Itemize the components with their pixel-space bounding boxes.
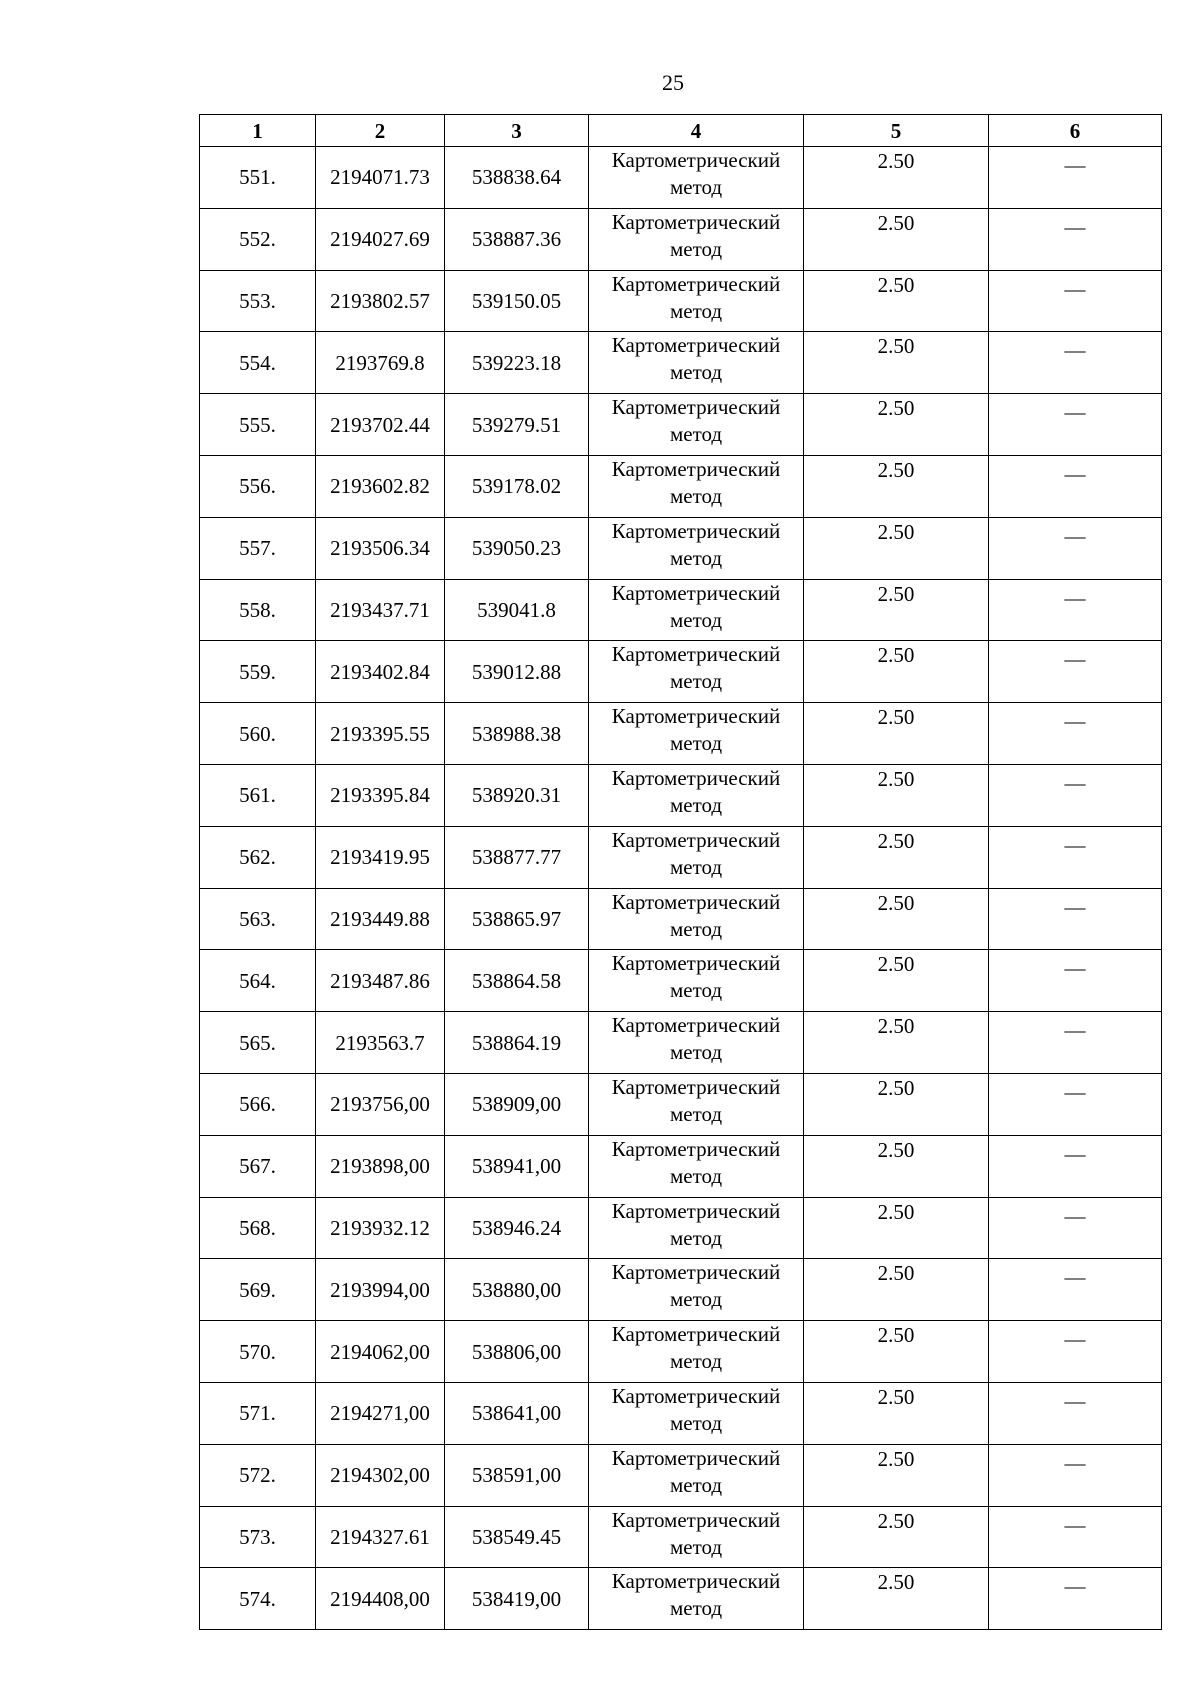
method-cell: Картометрический метод <box>589 1259 804 1321</box>
point-number-cell: 573. <box>200 1506 316 1568</box>
y-coordinate-cell: 538887.36 <box>445 208 589 270</box>
note-cell: — <box>989 1135 1162 1197</box>
table-row <box>200 394 1162 456</box>
method-cell: Картометрический метод <box>589 1321 804 1383</box>
x-coordinate-cell: 2194408,00 <box>316 1568 445 1630</box>
note-cell: — <box>989 703 1162 765</box>
method-cell: Картометрический метод <box>589 703 804 765</box>
table-row <box>200 1012 1162 1074</box>
table-row <box>200 579 1162 641</box>
accuracy-cell: 2.50 <box>804 1012 989 1074</box>
note-cell: — <box>989 1197 1162 1259</box>
x-coordinate-cell: 2193994,00 <box>316 1259 445 1321</box>
y-coordinate-cell: 539178.02 <box>445 455 589 517</box>
column-header: 6 <box>989 115 1162 147</box>
x-coordinate-cell: 2194062,00 <box>316 1321 445 1383</box>
y-coordinate-cell: 538865.97 <box>445 888 589 950</box>
table-row <box>200 950 1162 1012</box>
table-row <box>200 1073 1162 1135</box>
table-row <box>200 1135 1162 1197</box>
point-number-cell: 569. <box>200 1259 316 1321</box>
x-coordinate-cell: 2193563.7 <box>316 1012 445 1074</box>
x-coordinate-cell: 2193449.88 <box>316 888 445 950</box>
column-header: 1 <box>200 115 316 147</box>
x-coordinate-cell: 2194271,00 <box>316 1382 445 1444</box>
method-cell: Картометрический метод <box>589 579 804 641</box>
y-coordinate-cell: 539050.23 <box>445 517 589 579</box>
point-number-cell: 552. <box>200 208 316 270</box>
accuracy-cell: 2.50 <box>804 703 989 765</box>
table-row <box>200 1506 1162 1568</box>
table-row <box>200 888 1162 950</box>
method-cell: Картометрический метод <box>589 1568 804 1630</box>
method-cell: Картометрический метод <box>589 1135 804 1197</box>
y-coordinate-cell: 538920.31 <box>445 764 589 826</box>
point-number-cell: 553. <box>200 270 316 332</box>
note-cell: — <box>989 1506 1162 1568</box>
point-number-cell: 563. <box>200 888 316 950</box>
note-cell: — <box>989 764 1162 826</box>
note-cell: — <box>989 1259 1162 1321</box>
y-coordinate-cell: 538641,00 <box>445 1382 589 1444</box>
note-cell: — <box>989 826 1162 888</box>
y-coordinate-cell: 538941,00 <box>445 1135 589 1197</box>
table-row <box>200 826 1162 888</box>
point-number-cell: 556. <box>200 455 316 517</box>
method-cell: Картометрический метод <box>589 394 804 456</box>
y-coordinate-cell: 538909,00 <box>445 1073 589 1135</box>
accuracy-cell: 2.50 <box>804 950 989 1012</box>
y-coordinate-cell: 538806,00 <box>445 1321 589 1383</box>
method-cell: Картометрический метод <box>589 455 804 517</box>
note-cell: — <box>989 517 1162 579</box>
y-coordinate-cell: 538877.77 <box>445 826 589 888</box>
accuracy-cell: 2.50 <box>804 517 989 579</box>
accuracy-cell: 2.50 <box>804 1073 989 1135</box>
x-coordinate-cell: 2194027.69 <box>316 208 445 270</box>
accuracy-cell: 2.50 <box>804 826 989 888</box>
method-cell: Картометрический метод <box>589 641 804 703</box>
note-cell: — <box>989 641 1162 703</box>
method-cell: Картометрический метод <box>589 270 804 332</box>
accuracy-cell: 2.50 <box>804 1321 989 1383</box>
table-row <box>200 332 1162 394</box>
method-cell: Картометрический метод <box>589 826 804 888</box>
y-coordinate-cell: 539150.05 <box>445 270 589 332</box>
point-number-cell: 574. <box>200 1568 316 1630</box>
point-number-cell: 568. <box>200 1197 316 1259</box>
accuracy-cell: 2.50 <box>804 208 989 270</box>
y-coordinate-cell: 539279.51 <box>445 394 589 456</box>
note-cell: — <box>989 950 1162 1012</box>
note-cell: — <box>989 147 1162 209</box>
note-cell: — <box>989 1012 1162 1074</box>
point-number-cell: 554. <box>200 332 316 394</box>
method-cell: Картометрический метод <box>589 147 804 209</box>
y-coordinate-cell: 538419,00 <box>445 1568 589 1630</box>
accuracy-cell: 2.50 <box>804 394 989 456</box>
column-header: 5 <box>804 115 989 147</box>
note-cell: — <box>989 579 1162 641</box>
table-row <box>200 703 1162 765</box>
note-cell: — <box>989 1568 1162 1630</box>
x-coordinate-cell: 2193802.57 <box>316 270 445 332</box>
method-cell: Картометрический метод <box>589 1382 804 1444</box>
x-coordinate-cell: 2193487.86 <box>316 950 445 1012</box>
accuracy-cell: 2.50 <box>804 455 989 517</box>
y-coordinate-cell: 538864.19 <box>445 1012 589 1074</box>
x-coordinate-cell: 2193932.12 <box>316 1197 445 1259</box>
x-coordinate-cell: 2193702.44 <box>316 394 445 456</box>
accuracy-cell: 2.50 <box>804 147 989 209</box>
table-row <box>200 1444 1162 1506</box>
point-number-cell: 558. <box>200 579 316 641</box>
y-coordinate-cell: 538864.58 <box>445 950 589 1012</box>
column-header: 2 <box>316 115 445 147</box>
note-cell: — <box>989 1321 1162 1383</box>
point-number-cell: 571. <box>200 1382 316 1444</box>
point-number-cell: 551. <box>200 147 316 209</box>
x-coordinate-cell: 2194071.73 <box>316 147 445 209</box>
accuracy-cell: 2.50 <box>804 1135 989 1197</box>
accuracy-cell: 2.50 <box>804 270 989 332</box>
y-coordinate-cell: 538549.45 <box>445 1506 589 1568</box>
accuracy-cell: 2.50 <box>804 1382 989 1444</box>
method-cell: Картометрический метод <box>589 1506 804 1568</box>
method-cell: Картометрический метод <box>589 764 804 826</box>
table-row <box>200 641 1162 703</box>
method-cell: Картометрический метод <box>589 1444 804 1506</box>
note-cell: — <box>989 1382 1162 1444</box>
table-row <box>200 1259 1162 1321</box>
point-number-cell: 555. <box>200 394 316 456</box>
point-number-cell: 567. <box>200 1135 316 1197</box>
point-number-cell: 565. <box>200 1012 316 1074</box>
note-cell: — <box>989 394 1162 456</box>
x-coordinate-cell: 2193506.34 <box>316 517 445 579</box>
column-header: 4 <box>589 115 804 147</box>
method-cell: Картометрический метод <box>589 1073 804 1135</box>
x-coordinate-cell: 2193769.8 <box>316 332 445 394</box>
point-number-cell: 566. <box>200 1073 316 1135</box>
page-number: 25 <box>662 70 684 95</box>
y-coordinate-cell: 538838.64 <box>445 147 589 209</box>
table-row <box>200 1382 1162 1444</box>
accuracy-cell: 2.50 <box>804 1506 989 1568</box>
x-coordinate-cell: 2193395.55 <box>316 703 445 765</box>
accuracy-cell: 2.50 <box>804 764 989 826</box>
point-number-cell: 570. <box>200 1321 316 1383</box>
note-cell: — <box>989 1073 1162 1135</box>
y-coordinate-cell: 538591,00 <box>445 1444 589 1506</box>
accuracy-cell: 2.50 <box>804 332 989 394</box>
table-row <box>200 1321 1162 1383</box>
point-number-cell: 562. <box>200 826 316 888</box>
column-header: 3 <box>445 115 589 147</box>
x-coordinate-cell: 2193402.84 <box>316 641 445 703</box>
note-cell: — <box>989 208 1162 270</box>
note-cell: — <box>989 888 1162 950</box>
coordinates-table <box>199 114 1162 1630</box>
y-coordinate-cell: 539012.88 <box>445 641 589 703</box>
method-cell: Картометрический метод <box>589 208 804 270</box>
x-coordinate-cell: 2193602.82 <box>316 455 445 517</box>
x-coordinate-cell: 2193898,00 <box>316 1135 445 1197</box>
accuracy-cell: 2.50 <box>804 641 989 703</box>
y-coordinate-cell: 538988.38 <box>445 703 589 765</box>
point-number-cell: 561. <box>200 764 316 826</box>
accuracy-cell: 2.50 <box>804 888 989 950</box>
table-row <box>200 1568 1162 1630</box>
x-coordinate-cell: 2194302,00 <box>316 1444 445 1506</box>
accuracy-cell: 2.50 <box>804 1259 989 1321</box>
y-coordinate-cell: 538946.24 <box>445 1197 589 1259</box>
table-row <box>200 208 1162 270</box>
point-number-cell: 572. <box>200 1444 316 1506</box>
y-coordinate-cell: 539041.8 <box>445 579 589 641</box>
table-row <box>200 1197 1162 1259</box>
y-coordinate-cell: 539223.18 <box>445 332 589 394</box>
point-number-cell: 559. <box>200 641 316 703</box>
accuracy-cell: 2.50 <box>804 1197 989 1259</box>
accuracy-cell: 2.50 <box>804 1444 989 1506</box>
table-header-row <box>200 115 1162 147</box>
table-row <box>200 270 1162 332</box>
method-cell: Картометрический метод <box>589 1012 804 1074</box>
method-cell: Картометрический метод <box>589 1197 804 1259</box>
y-coordinate-cell: 538880,00 <box>445 1259 589 1321</box>
point-number-cell: 560. <box>200 703 316 765</box>
point-number-cell: 564. <box>200 950 316 1012</box>
point-number-cell: 557. <box>200 517 316 579</box>
x-coordinate-cell: 2193437.71 <box>316 579 445 641</box>
x-coordinate-cell: 2193756,00 <box>316 1073 445 1135</box>
method-cell: Картометрический метод <box>589 950 804 1012</box>
table-row <box>200 764 1162 826</box>
accuracy-cell: 2.50 <box>804 1568 989 1630</box>
note-cell: — <box>989 455 1162 517</box>
accuracy-cell: 2.50 <box>804 579 989 641</box>
table-row <box>200 147 1162 209</box>
method-cell: Картометрический метод <box>589 332 804 394</box>
table-body <box>200 147 1162 1630</box>
table-row <box>200 517 1162 579</box>
x-coordinate-cell: 2193419.95 <box>316 826 445 888</box>
note-cell: — <box>989 1444 1162 1506</box>
note-cell: — <box>989 270 1162 332</box>
method-cell: Картометрический метод <box>589 888 804 950</box>
x-coordinate-cell: 2194327.61 <box>316 1506 445 1568</box>
x-coordinate-cell: 2193395.84 <box>316 764 445 826</box>
note-cell: — <box>989 332 1162 394</box>
table-row <box>200 455 1162 517</box>
method-cell: Картометрический метод <box>589 517 804 579</box>
